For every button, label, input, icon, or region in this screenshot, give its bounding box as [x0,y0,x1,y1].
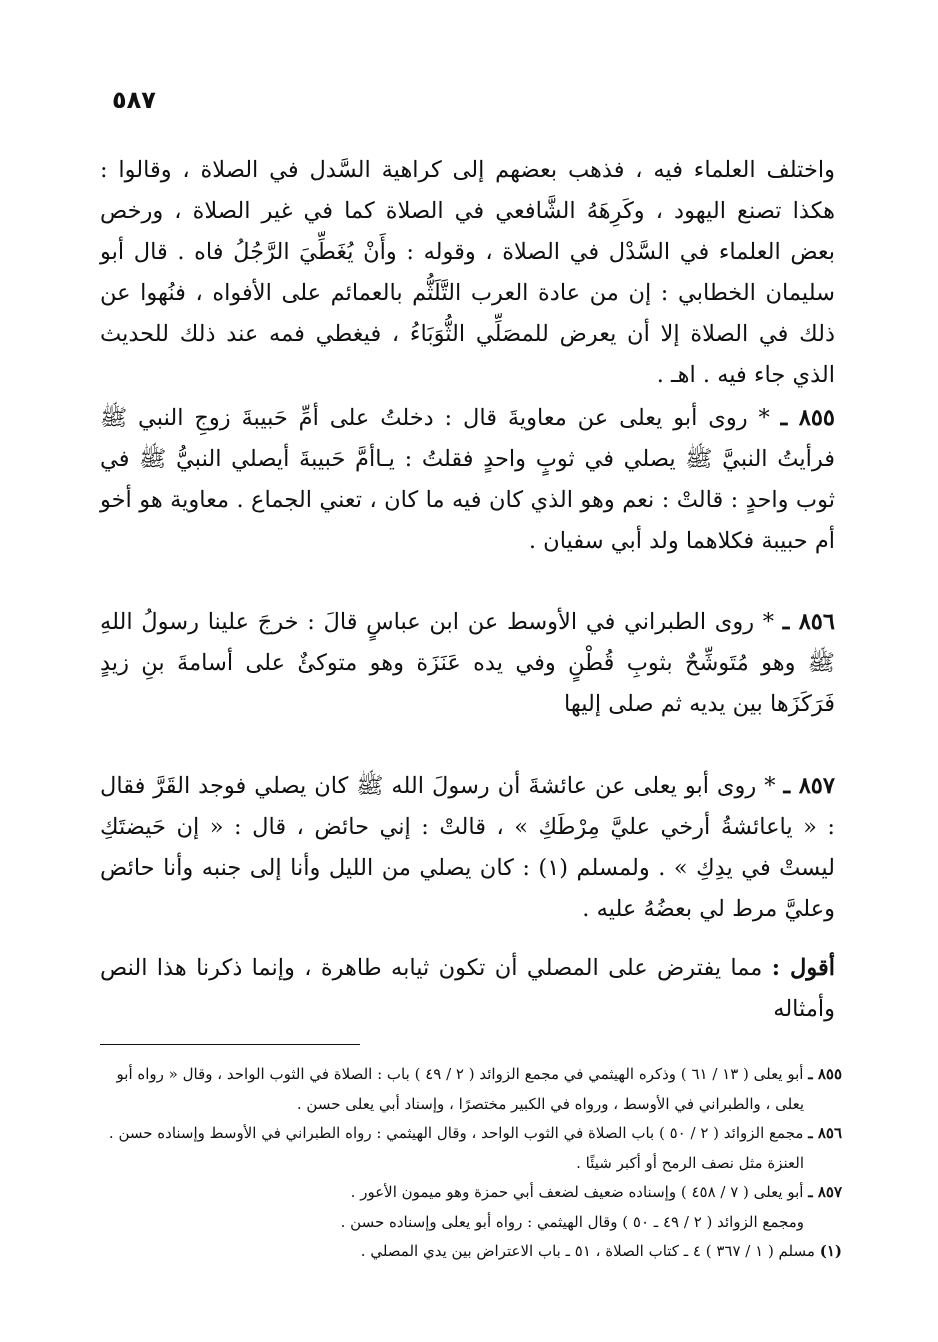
footnote-number: ٨٥٥ ـ [808,1065,842,1083]
hadith-number: ٨٥٥ ـ [780,405,835,431]
footnote-857-continued [92,1208,842,1238]
hadith-number: ٨٥٧ ـ [783,773,835,799]
footnote-856-continued [92,1149,842,1179]
footnotes [92,1060,842,1267]
footnote-text: مسلم ( ١ / ٣٦٧ ) ٤ ـ كتاب الصلاة ، ٥١ ـ باب الاعتراض بين يدي المصلي . [360,1242,815,1260]
hadith-text: * روى أبو يعلى عن معاويةَ قال : دخلتُ على أمِّ حَبيبةَ زوجِ النبي ﷺ فرأيتُ النبيَّ ﷺ يصلي في ثوبٍ واحدٍ فقلتُ : يـاأمَّ حَبيبةَ أيصلي النبيُّ ﷺ في ثوب واحدٍ : قالتْ : نعم وهو الذي كان فيه ما كان ، تعني الجماع . معاوية هو أخو أم حبيبة فكلاهما ولد أبي سفيان . [100,405,835,554]
footnote-number: ٨٥٦ ـ [808,1124,842,1142]
footnote-number: ٨٥٧ ـ [808,1183,842,1201]
footnote-855 [92,1060,842,1090]
footnote-text: يعلى ، والطبراني في الأوسط ، ورواه في الكبير مختصرًا ، وإسناد أبي يعلى حسن . [296,1094,804,1113]
hadith-856 [100,602,835,725]
hadith-text: * روى الطبراني في الأوسط عن ابن عباسٍ قالَ : خرجَ علينا رسولُ اللهِ ﷺ وهو مُتَوشِّحٌ بثوبِ قُطْنٍ وفي يده عَنَزَة وهو متوكئٌ على أسامةَ بنِ زيدٍ فَرَكَزَها بين يديه ثم صلى إليها [100,609,835,717]
hadith-number: ٨٥٦ ـ [782,609,835,635]
footnote-text: ومجمع الزوائد ( ٢ / ٤٩ ـ ٥٠ ) وقال الهيثمي : رواه أبو يعلى وإسناده حسن . [340,1212,804,1231]
paragraph-author-note [100,948,835,1030]
hadith-857 [100,766,835,930]
author-note-intro: أقول : [771,955,835,981]
footnote-text: أبو يعلى ( ١٣ / ٦١ ) وذكره الهيثمي في مجمع الزوائد ( ٢ / ٤٩ ) باب : الصلاة في الثوب الواحد ، وقال « رواه أبو [116,1065,804,1083]
hadith-855 [100,398,835,562]
paragraph-text: واختلف العلماء فيه ، فذهب بعضهم إلى كراهية السَّدل في الصلاة ، وقالوا : هكذا تصنع اليهود ، وكَرِهَهُ الشَّافعي في الصلاة كما في غير الصلاة ، ورخص بعض العلماء في السَّدْل في الصلاة ، وقوله : وأَنْ يُغَطِّيَ الرَّجُلُ فاه . قال أبو سليمان الخطابي : إن من عادة العرب التَّلَثُّم بالعمائم على الأفواه ، فنُهوا عن ذلك في الصلاة إلا أن يعرض للمصَلِّي الثُّوَبَاءُ ، فيغطي فمه عند ذلك للحديث الذي جاء فيه . اهـ . [100,157,835,388]
footnote-text: مجمع الزوائد ( ٢ / ٥٠ ) باب الصلاة في الثوب الواحد ، وقال الهيثمي : رواه الطبراني في الأوسط وإسناده حسن . [108,1124,804,1142]
footnote-856 [92,1119,842,1149]
footnote-857 [92,1178,842,1208]
footnote-divider [100,1044,360,1045]
paragraph-commentary [100,150,835,396]
footnote-855-continued [92,1090,842,1120]
footnote-number: (١) [819,1242,842,1260]
footnote-text: العنزة مثل نصف الرمح أو أكبر شيئًا . [576,1153,804,1172]
footnote-1 [92,1237,842,1267]
hadith-text: * روى أبو يعلى عن عائشةَ أن رسولَ الله ﷺ كان يصلي فوجد القَرَّ فقال : « ياعائشةُ أرخي عليَّ مِرْطَكِ » ، قالتْ : إني حائض ، قال : « إن حَيضتَكِ ليستْ في يدِكِ » . ولمسلم (١) : كان يصلي من الليل وأنا إلى جنبه وأنا حائض وعليَّ مرط لي بعضُهُ عليه . [100,773,835,922]
footnote-text: أبو يعلى ( ٧ / ٤٥٨ ) وإسناده ضعيف لضعف أبي حمزة وهو ميمون الأعور . [350,1183,804,1201]
page-number: ٥٨٧ [112,86,156,114]
paragraph-text: مما يفترض على المصلي أن تكون ثيابه طاهرة ، وإنما ذكرنا هذا النص وأمثاله [100,955,835,1022]
